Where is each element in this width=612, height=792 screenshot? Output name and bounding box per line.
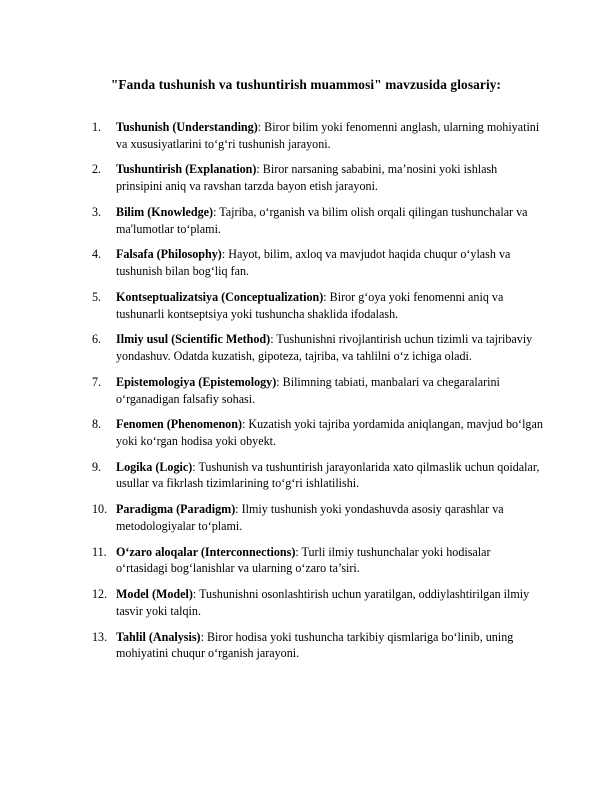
glossary-separator: : xyxy=(295,544,302,559)
glossary-separator: : xyxy=(221,247,229,262)
glossary-separator: : xyxy=(323,289,330,304)
glossary-item-number: 7. xyxy=(92,374,105,389)
glossary-definition: Tushunishni osonlashtirish uchun yaratilgan, oddiylashtirilgan ilmiy tasvir yoki talqin. xyxy=(116,587,530,618)
glossary-term: Model (Model) xyxy=(116,587,193,602)
glossary-list xyxy=(92,119,544,662)
glossary-separator: : xyxy=(276,374,283,389)
glossary-definition: Tushunishni rivojlantirish uchun tizimli va tajribaviy yondashuv. Odatda kuzatish, gipoteza, tajriba, va tahlilni o‘z ichiga oladi. xyxy=(116,332,533,364)
glossary-item-number: 9. xyxy=(92,459,105,474)
glossary-item-number: 5. xyxy=(92,289,105,304)
glossary-item xyxy=(92,629,544,662)
glossary-item-number: 8. xyxy=(92,417,105,432)
glossary-item xyxy=(92,586,544,619)
glossary-definition: Biror bilim yoki fenomenni anglash, ularning mohiyatini va xususiyatlarini to‘g‘ri tushunish jarayoni. xyxy=(116,120,540,151)
glossary-definition: Tushunish va tushuntirish jarayonlarida xato qilmaslik uchun qoidalar, usullar va fikrlash tizimlarining to‘g‘ri ishlatilishi. xyxy=(116,459,540,491)
glossary-item-number: 13. xyxy=(92,629,108,644)
glossary-separator: : xyxy=(256,162,263,177)
glossary-separator: : xyxy=(213,204,220,219)
glossary-separator: : xyxy=(270,332,277,347)
glossary-definition: Biror narsaning sababini, ma’nosini yoki ishlash prinsipini aniq va ravshan tarzda bayon etish jarayoni. xyxy=(116,162,498,194)
glossary-term: Kontseptualizatsiya (Conceptualization) xyxy=(116,289,324,304)
glossary-item-number: 1. xyxy=(92,120,105,134)
glossary-term: O‘zaro aloqalar (Interconnections) xyxy=(116,544,296,559)
glossary-item xyxy=(92,161,544,194)
glossary-separator: : xyxy=(192,459,199,474)
glossary-term: Tushuntirish (Explanation) xyxy=(116,162,257,177)
glossary-item xyxy=(92,544,544,577)
glossary-item xyxy=(92,119,544,152)
glossary-term: Ilmiy usul (Scientific Method) xyxy=(116,332,271,347)
glossary-item xyxy=(92,289,544,322)
glossary-term: Bilim (Knowledge) xyxy=(116,204,214,219)
glossary-definition: Biror g‘oya yoki fenomenni aniq va tushunarli kontseptsiya yoki tushuncha shaklida ifodalash. xyxy=(116,289,504,321)
glossary-item-number: 12. xyxy=(92,587,108,602)
glossary-separator: : xyxy=(192,587,200,602)
glossary-definition: Bilimning tabiati, manbalari va chegaralarini o‘rganadigan falsafiy sohasi. xyxy=(116,374,500,406)
glossary-term: Falsafa (Philosophy) xyxy=(116,247,222,262)
glossary-item-number: 4. xyxy=(92,247,105,262)
glossary-definition: Tajriba, o‘rganish va bilim olish orqali qilingan tushunchalar va ma'lumotlar to‘plami. xyxy=(116,204,528,236)
glossary-item-number: 2. xyxy=(92,162,105,177)
glossary-item-number: 11. xyxy=(92,544,107,559)
glossary-definition: Biror hodisa yoki tushuncha tarkibiy qismlariga bo‘linib, uning mohiyatini chuqur o‘rganish jarayoni. xyxy=(116,629,514,661)
glossary-term: Epistemologiya (Epistemology) xyxy=(116,374,277,389)
glossary-separator: : xyxy=(241,417,249,432)
glossary-term: Logika (Logic) xyxy=(116,459,193,474)
glossary-definition: Hayot, bilim, axloq va mavjudot haqida chuqur o‘ylash va tushunish bilan bog‘liq fan. xyxy=(116,247,511,279)
page-title: "Fanda tushunish va tushuntirish muammosi" mavzusida glosariy: xyxy=(110,76,502,92)
glossary-item xyxy=(92,204,544,237)
glossary-term: Tushunish (Understanding) xyxy=(116,120,258,134)
glossary-term: Fenomen (Phenomenon) xyxy=(116,417,242,432)
glossary-definition: Ilmiy tushunish yoki yondashuvda asosiy qarashlar va metodologiyalar to‘plami. xyxy=(116,502,504,533)
glossary-item xyxy=(92,246,544,279)
glossary-separator: : xyxy=(235,502,242,517)
glossary-definition: Turli ilmiy tushunchalar yoki hodisalar o‘rtasidagi bog‘lanishlar va ularning o‘zaro ta’siri. xyxy=(116,544,491,576)
glossary-term: Paradigma (Paradigm) xyxy=(116,502,236,517)
glossary-separator: : xyxy=(257,120,265,134)
glossary-item xyxy=(92,374,544,407)
glossary-item-number: 6. xyxy=(92,332,105,347)
glossary-item xyxy=(92,459,544,492)
glossary-separator: : xyxy=(200,629,207,644)
glossary-term: Tahlil (Analysis) xyxy=(116,629,201,644)
glossary-item-number: 3. xyxy=(92,204,105,219)
glossary-item xyxy=(92,331,544,364)
glossary-item-number: 10. xyxy=(92,502,108,517)
glossary-item xyxy=(92,416,544,449)
glossary-item xyxy=(92,501,544,534)
glossary-definition: Kuzatish yoki tajriba yordamida aniqlangan, mavjud bo‘lgan yoki ko‘rgan hodisa yoki obyekt. xyxy=(116,417,543,449)
